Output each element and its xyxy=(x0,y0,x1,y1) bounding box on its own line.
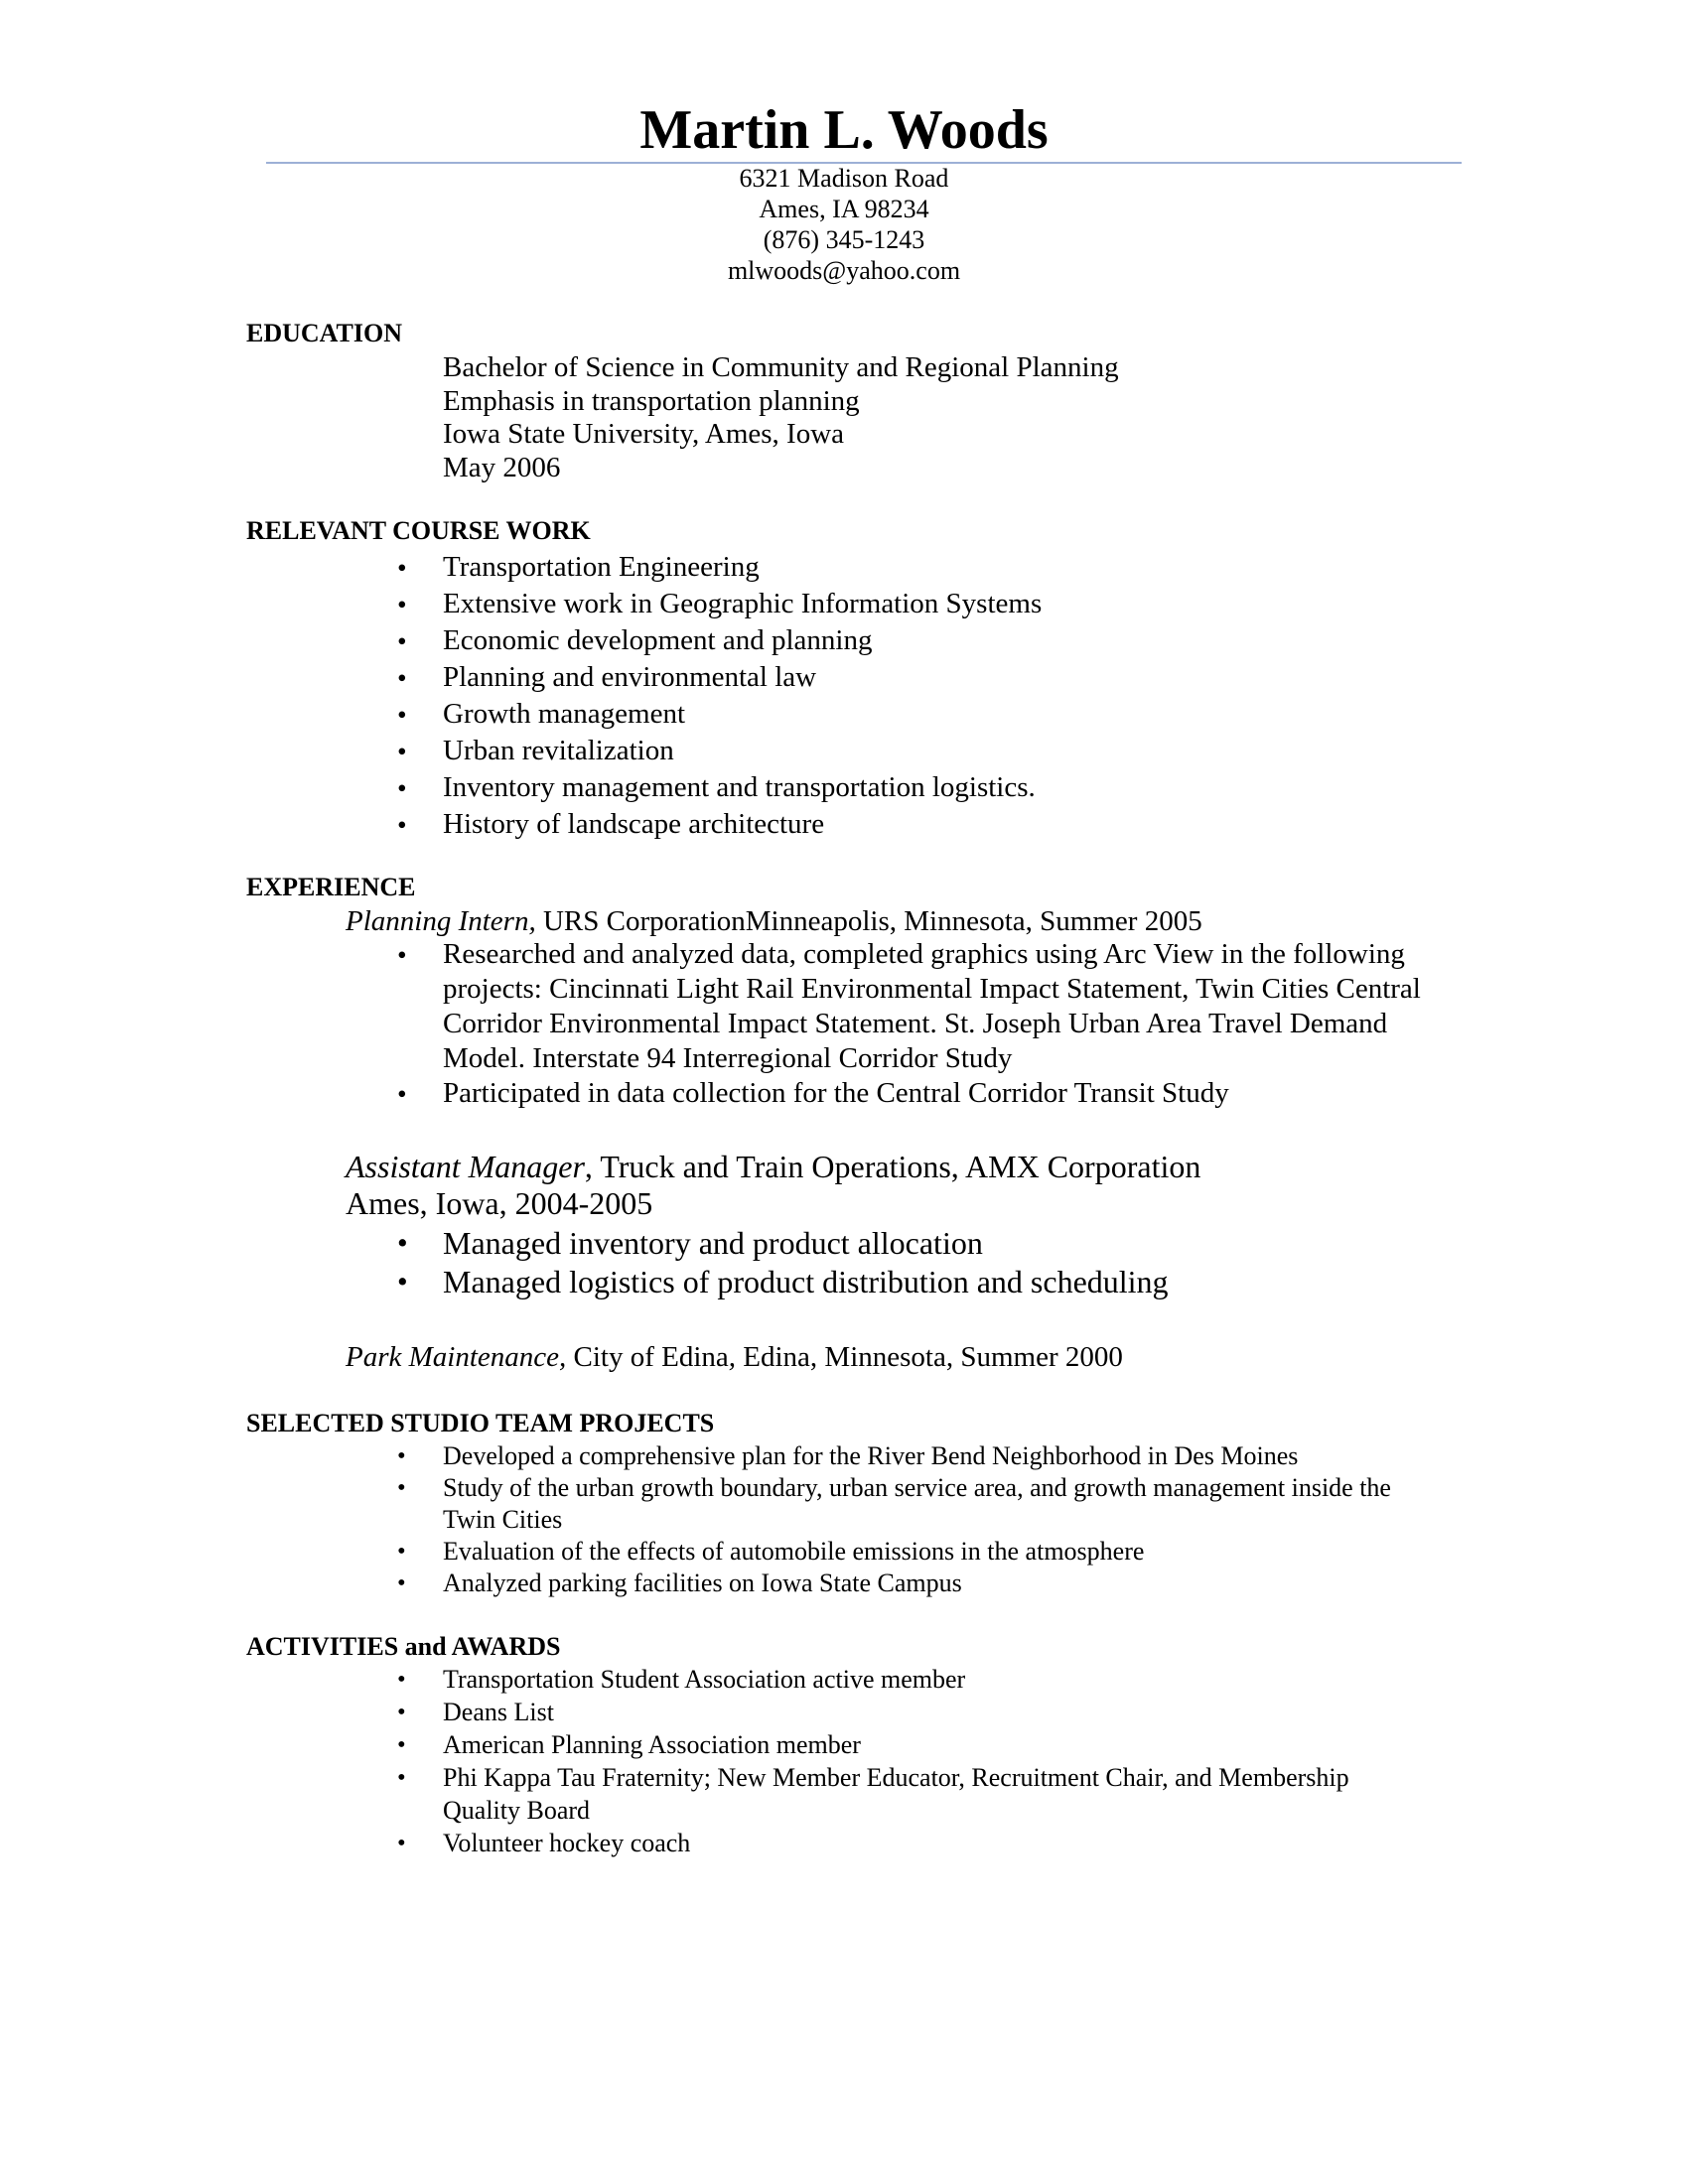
job-3-separator: , xyxy=(728,1341,737,1373)
job-1-header xyxy=(346,904,1202,938)
list-item: • Study of the urban growth boundary, urban service area, and growth management inside the Twin Cities xyxy=(397,1472,1420,1536)
section-heading-experience: EXPERIENCE xyxy=(246,873,416,901)
list-item: • Extensive work in Geographic Information Systems xyxy=(397,586,1042,622)
section-heading-studio-projects: SELECTED STUDIO TEAM PROJECTS xyxy=(246,1409,715,1437)
job-1-title: Planning Intern, xyxy=(346,905,536,937)
school-line: Iowa State University, Ames, Iowa xyxy=(443,418,845,450)
list-item: • Managed logistics of product distribution and scheduling xyxy=(397,1263,1169,1301)
list-item: • Economic development and planning xyxy=(397,622,1042,659)
phone-number: (876) 345-1243 xyxy=(763,225,925,254)
section-heading-activities: ACTIVITIES and AWARDS xyxy=(246,1632,561,1661)
job-2-title: Assistant Manager xyxy=(346,1149,585,1184)
education-details xyxy=(443,351,1119,484)
list-item: • Analyzed parking facilities on Iowa State Campus xyxy=(397,1568,1420,1599)
address-line-1: 6321 Madison Road xyxy=(739,164,949,193)
email-address: mlwoods@yahoo.com xyxy=(727,256,961,285)
job-3-header xyxy=(346,1340,1123,1374)
list-item: • American Planning Association member xyxy=(397,1728,1420,1761)
list-item: • Transportation Student Association active member xyxy=(397,1663,1420,1696)
coursework-list xyxy=(397,549,1042,843)
section-heading-coursework: RELEVANT COURSE WORK xyxy=(246,516,591,545)
job-2-header xyxy=(346,1149,1200,1222)
list-item: • Urban revitalization xyxy=(397,733,1042,769)
list-item: • Growth management xyxy=(397,696,1042,733)
job-3-employer: City of Edina xyxy=(566,1341,729,1373)
list-item: • Researched and analyzed data, completed graphics using Arc View in the following projects: Cincinnati Light Rail Environmental Impact Statement, Twin Cities Central Corridor Environmental Impact Statement. St. Joseph Urban Area Travel Demand Model. Interstate 94 Interregional Corridor Study xyxy=(397,937,1450,1076)
list-item: • Deans List xyxy=(397,1696,1420,1728)
applicant-name: Martin L. Woods xyxy=(639,99,1049,161)
section-heading-education: EDUCATION xyxy=(246,319,402,347)
address-line-2: Ames, IA 98234 xyxy=(759,195,929,223)
activities-list xyxy=(397,1663,1420,1859)
list-item: • Developed a comprehensive plan for the River Bend Neighborhood in Des Moines xyxy=(397,1440,1420,1472)
list-item: • Volunteer hockey coach xyxy=(397,1827,1420,1859)
list-item: • Phi Kappa Tau Fraternity; New Member Educator, Recruitment Chair, and Membership Quality Board xyxy=(397,1761,1420,1827)
job-1-bullets xyxy=(397,937,1450,1111)
graduation-date: May 2006 xyxy=(443,451,561,483)
list-item: • Transportation Engineering xyxy=(397,549,1042,586)
list-item: • Participated in data collection for the Central Corridor Transit Study xyxy=(397,1076,1450,1111)
list-item: • History of landscape architecture xyxy=(397,806,1042,843)
emphasis-line: Emphasis in transportation planning xyxy=(443,384,860,417)
job-3-location: Edina, Minnesota, Summer 2000 xyxy=(736,1341,1123,1373)
list-item: • Evaluation of the effects of automobile emissions in the atmosphere xyxy=(397,1536,1420,1568)
list-item: • Managed inventory and product allocation xyxy=(397,1224,1169,1263)
studio-projects-list xyxy=(397,1440,1420,1599)
job-2-bullets xyxy=(397,1224,1169,1301)
degree-line: Bachelor of Science in Community and Regional Planning xyxy=(443,351,1119,383)
list-item: • Inventory management and transportation logistics. xyxy=(397,769,1042,806)
job-2-location: Ames, Iowa, 2004-2005 xyxy=(346,1185,653,1221)
list-item: • Planning and environmental law xyxy=(397,659,1042,696)
contact-block xyxy=(0,163,1688,286)
job-1-details: URS CorporationMinneapolis, Minnesota, Summer 2005 xyxy=(535,905,1202,937)
job-3-title: Park Maintenance, xyxy=(346,1341,567,1373)
job-2-details: , Truck and Train Operations, AMX Corporation xyxy=(584,1149,1201,1184)
